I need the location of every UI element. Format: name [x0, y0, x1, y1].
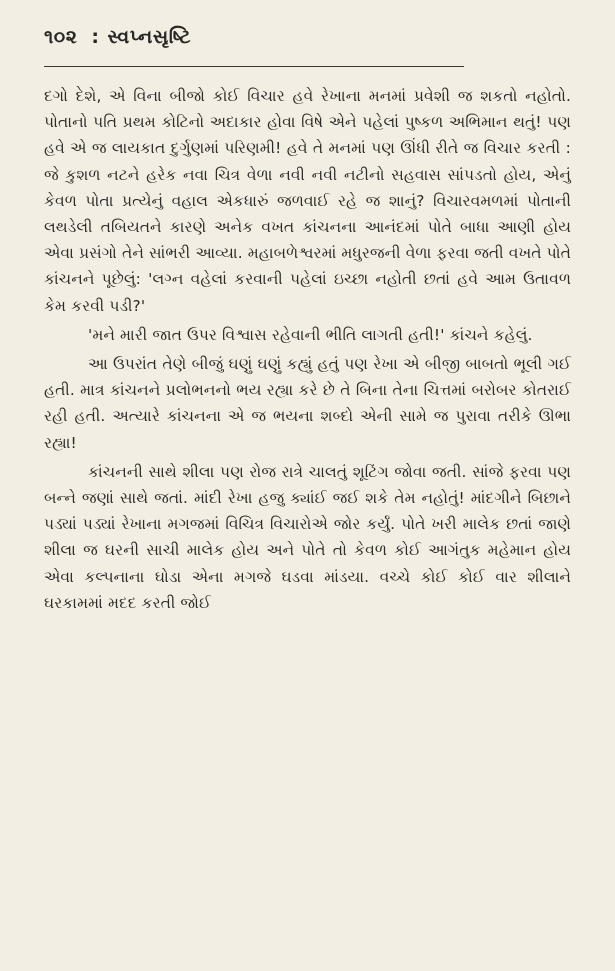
- paragraph-4: કાંચનની સાથે શીલા પણ રોજ રાત્રે ચાલતું શૂટિંગ જોવા જતી. સાંજે ફરવા પણ બન્ને જણાં સાથે જતાં. માંદી રેખા હજુ ક્યાંઈ જઈ શકે તેમ નહોતું! માંદગીને બિછાને પડ્યાં પડ્યાં રેખાના મગજમાં વિચિત્ર વિચારોએ જોર કર્યું. પોતે ખરી માલેક છતાં જાણે શીલા જ ઘરની સાચી માલેક હોય અને પોતે તો કેવળ કોઈ આગંતુક મહેમાન હોય એવા કલ્પનાના ઘોડા એના મગજે ઘડવા માંડયા. વચ્ચે કોઈ કોઈ વાર શીલાને ઘરકામમાં મદદ કરતી જોઈ: [44, 462, 571, 612]
- header-separator: :: [91, 26, 100, 48]
- paragraph-1: દગો દેશે, એ વિના બીજો કોઈ વિચાર હવે રેખાના મનમાં પ્રવેશી જ શકતો નહોતો. પોતાનો પતિ પ્રથમ કોટિનો અદાકાર હોવા વિષે એને પહેલાં પુષ્કળ અભિમાન થતું! પણ હવે એ જ લાયકાત દુર્ગુણમાં પરિણમી! હવે તે મનમાં પણ ઊંધી રીતે જ વિચાર કરતી : જે કુશળ નટને હરેક નવા ચિત્ર વેળા નવી નવી નટીનો સહવાસ સાંપડતો હોય, એનું કેવળ પોતા પ્રત્યેનું વહાલ એકધારું જળવાઈ રહે જ શાનું? વિચારવમળમાં પોતાની લથડેલી તબિયતને કારણે અનેક વખત કાંચનના આનંદમાં પોતે બાધા આણી હોય એવા પ્રસંગો તેને સાંભરી આવ્યા. મહાબળેશ્વરમાં મધુરજની વેળા ફરવા જતી વખતે પોતે કાંચનને પૂછેલું: 'લગ્ન વહેલાં કરવાની પહેલાં ઇચ્છા નહોતી છતાં હવે આમ ઉતાવળ કેમ કરવી પડી?': [44, 87, 571, 315]
- paragraph-3: આ ઉપરાંત તેણે બીજું ઘણું ઘણું કહ્યું હતું પણ રેખા એ બીજી બાબતો ભૂલી ગઈ હતી. માત્ર કાંચનને પ્રલોભનનો ભય રહ્યા કરે છે તે બિના તેના ચિત્તમાં બરોબર કોતરાઈ રહી હતી. અત્યારે કાંચનના એ જ ભયના શબ્દો એની સામે જ પુરાવા તરીકે ઊભા રહ્યા!: [44, 355, 571, 452]
- page-number: ૧૦૨: [44, 26, 78, 48]
- header-rule: [44, 66, 464, 67]
- book-title: સ્વપ્નસૃષ્ટિ: [107, 26, 192, 48]
- paragraph-2: 'મને મારી જાત ઉપર વિશ્વાસ રહેવાની ભીતિ લાગતી હતી!' કાંચને કહેલું.: [88, 325, 533, 344]
- running-head: [44, 26, 571, 54]
- body-text: [44, 83, 571, 616]
